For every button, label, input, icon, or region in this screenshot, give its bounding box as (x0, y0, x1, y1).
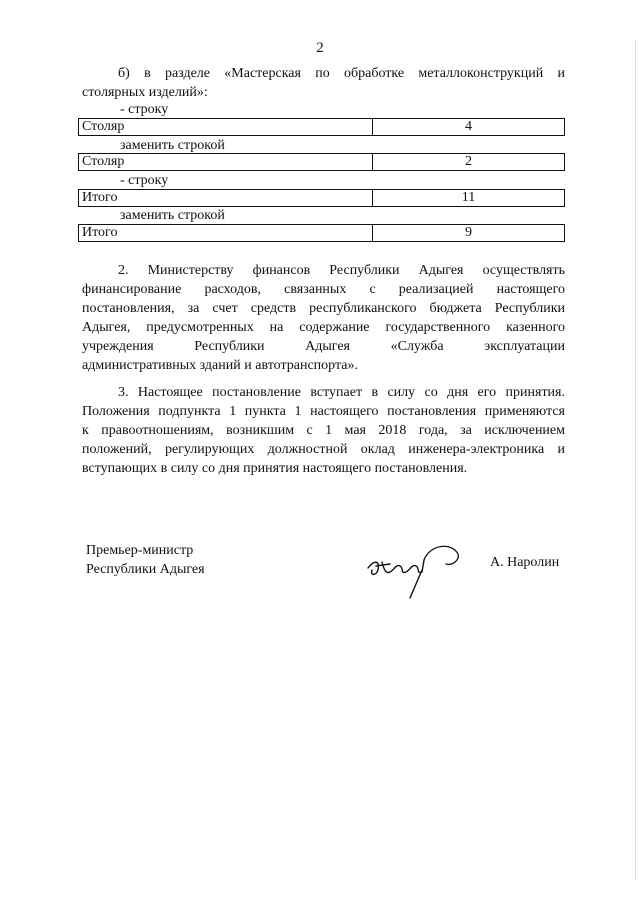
paragraph-3-line: к правоотношениям, возникшим с 1 мая 2018 года, за исключением (82, 423, 565, 438)
row-value: 9 (465, 225, 472, 240)
row-name: Столяр (79, 119, 373, 135)
page-number: 2 (316, 40, 324, 56)
section-b-line1: б) в разделе «Мастерская по обработке металлоконструкций и (118, 66, 565, 81)
row-name: Итого (79, 225, 373, 241)
row-value: 11 (461, 190, 476, 205)
row-note: - строку (120, 173, 169, 188)
row-note: заменить строкой (120, 208, 225, 223)
paragraph-3-line: Положения подпункта 1 пункта 1 настоящего постановления применяются (82, 404, 565, 419)
row-note: - строку (120, 102, 169, 117)
paragraph-2-line: административных зданий и автотранспорта». (82, 358, 358, 373)
signatory-name: А. Наролин (490, 555, 560, 570)
row-note: заменить строкой (120, 138, 225, 153)
paragraph-3-line: 3. Настоящее постановление вступает в силу со дня его принятия. (118, 385, 565, 400)
handwritten-signature (360, 540, 470, 600)
row-name: Столяр (79, 154, 373, 170)
row-name: Итого (79, 190, 373, 206)
section-b-line2: столярных изделий»: (82, 85, 208, 100)
table-row (78, 224, 565, 242)
paragraph-2-line: финансирование расходов, связанных с реализацией настоящего (82, 282, 565, 297)
table-row (78, 153, 565, 171)
paragraph-2-line: учреждения Республики Адыгея «Служба эксплуатации (82, 339, 565, 354)
paragraph-3-line: положений, регулирующих должностной оклад инженера-электроника и (82, 442, 565, 457)
paragraph-2-line: 2. Министерству финансов Республики Адыгея осуществлять (118, 263, 565, 278)
row-value: 4 (465, 119, 472, 134)
scan-edge (635, 40, 636, 880)
signatory-title (86, 541, 205, 579)
signatory-title-line2: Республики Адыгея (86, 562, 205, 577)
table-row (78, 118, 565, 136)
table-row (78, 189, 565, 207)
paragraph-3-line: вступающих в силу со дня принятия настоящего постановления. (82, 461, 468, 476)
row-value: 2 (465, 154, 472, 169)
paragraph-2-line: постановления, за счет средств республиканского бюджета Республики (82, 301, 565, 316)
signatory-title-line1: Премьер-министр (86, 543, 194, 558)
paragraph-2-line: Адыгея, предусмотренных на содержание государственного казенного (82, 320, 565, 335)
